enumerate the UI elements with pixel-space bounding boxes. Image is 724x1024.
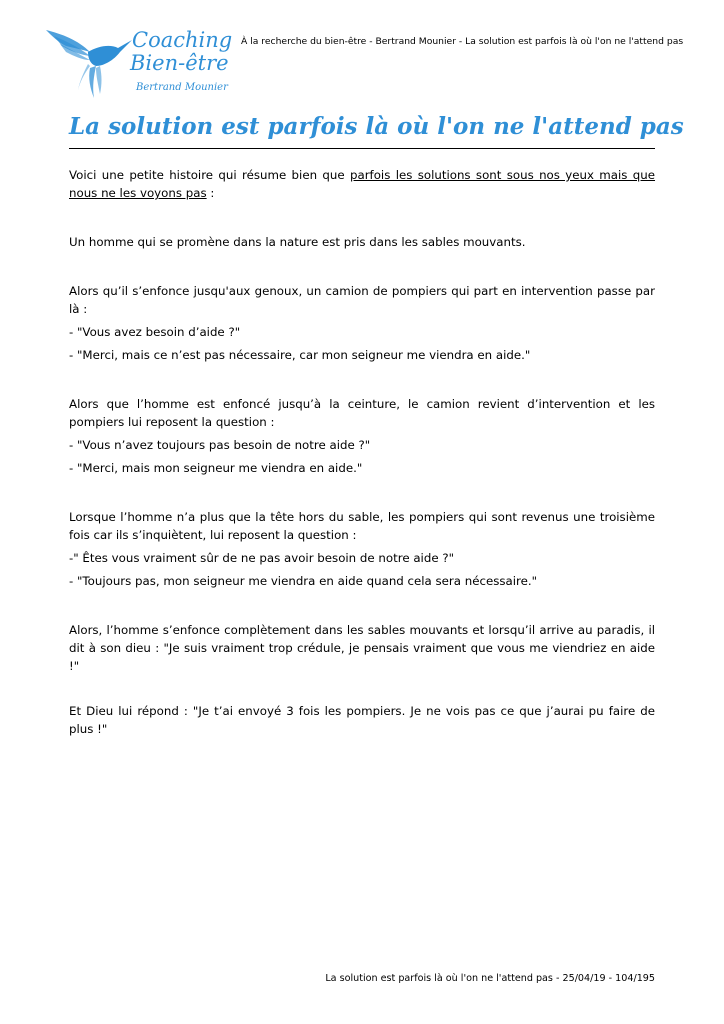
logo xyxy=(44,26,244,106)
dialogue-line: - "Vous avez besoin d’aide ?" xyxy=(69,325,241,339)
intro-underlined-text: parfois les solutions sont sous nos yeux mais que nous ne les voyons pas xyxy=(69,168,656,200)
dialogue-line: - "Merci, mais mon seigneur me viendra en aide." xyxy=(69,461,363,475)
spacer xyxy=(69,595,655,621)
logo-text-bien-etre: Bien-être xyxy=(130,51,229,75)
paragraph: Un homme qui se promène dans la nature est pris dans les sables mouvants. xyxy=(69,235,526,249)
page-title: La solution est parfois là où l'on ne l'attend pas xyxy=(69,113,684,140)
spacer xyxy=(69,482,655,508)
header-meta: À la recherche du bien-être - Bertrand Mounier - La solution est parfois là où l'on ne l'attend pas xyxy=(241,36,684,47)
dialogue-line: - "Toujours pas, mon seigneur me viendra en aide quand cela sera nécessaire." xyxy=(69,574,538,588)
intro-colon: : xyxy=(206,186,215,200)
intro-text: Voici une petite histoire qui résume bien que xyxy=(69,168,350,182)
title-divider xyxy=(69,148,655,149)
dialogue-line: - "Merci, mais ce n’est pas nécessaire, car mon seigneur me viendra en aide." xyxy=(69,348,531,362)
paragraph: Et Dieu lui répond : "Je t’ai envoyé 3 fois les pompiers. Je ne vois pas ce que j’aurai pu faire de plus !" xyxy=(69,704,655,736)
dialogue-line: - "Vous n’avez toujours pas besoin de notre aide ?" xyxy=(69,438,371,452)
page-header xyxy=(0,0,724,110)
dialogue-line: -" Êtes vous vraiment sûr de ne pas avoir besoin de notre aide ?" xyxy=(69,551,455,565)
spacer xyxy=(69,369,655,395)
intro-paragraph xyxy=(69,166,655,202)
logo-text-coaching: Coaching xyxy=(132,28,233,52)
spacer xyxy=(69,256,655,282)
paragraph: Alors qu’il s’enfonce jusqu'aux genoux, un camion de pompiers qui part en intervention passe par là : xyxy=(69,284,655,316)
page-footer: La solution est parfois là où l'on ne l'attend pas - 25/04/19 - 104/195 xyxy=(325,973,655,984)
paragraph: Alors, l’homme s’enfonce complètement dans les sables mouvants et lorsqu’il arrive au paradis, il dit à son dieu : "Je suis vraiment trop crédule, je pensais vraiment que vous me viendriez en aide !" xyxy=(69,623,655,673)
hummingbird-icon xyxy=(44,26,134,102)
paragraph: Lorsque l’homme n’a plus que la tête hors du sable, les pompiers qui sont revenus une troisième fois car ils s’inquiètent, lui reposent la question : xyxy=(69,510,655,542)
logo-text-author: Bertrand Mounier xyxy=(136,82,228,93)
spacer xyxy=(69,207,655,233)
document-body xyxy=(69,166,655,743)
spacer xyxy=(69,680,655,702)
paragraph: Alors que l’homme est enfoncé jusqu’à la ceinture, le camion revient d’intervention et les pompiers lui reposent la question : xyxy=(69,397,655,429)
